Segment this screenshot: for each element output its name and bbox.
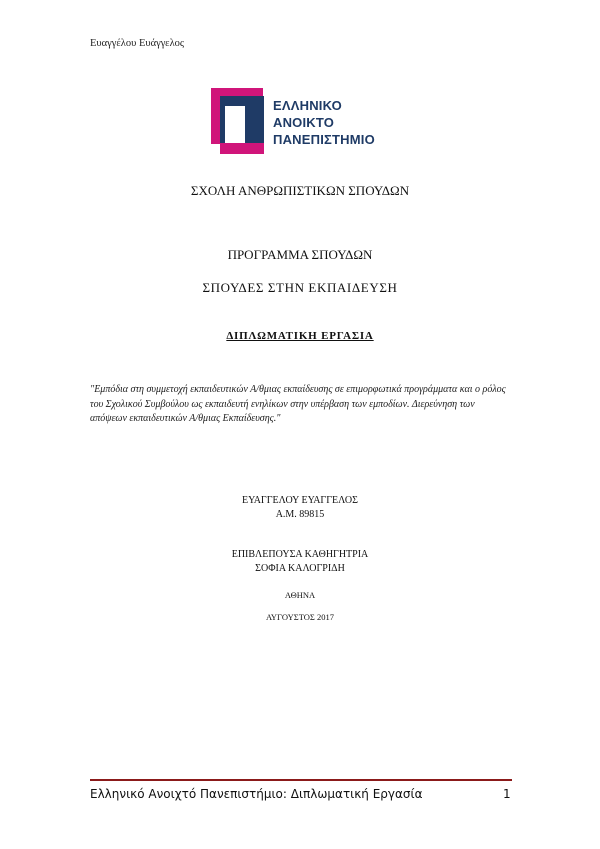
studies-heading: ΣΠΟΥΔΕΣ ΣΤΗΝ ΕΚΠΑΙΔΕΥΣΗ	[202, 280, 398, 295]
footer-text: Ελληνικό Ανοιχτό Πανεπιστήμιο: Διπλωματική Εργασία	[90, 787, 423, 801]
student-id: Α.Μ. 89815	[275, 509, 325, 520]
supervisor-name: ΣΟΦΙΑ ΚΑΛΟΓΡΙΔΗ	[255, 563, 345, 574]
logo-line-3: ΠΑΝΕΠΙΣΤΗΜΙΟ	[273, 132, 375, 147]
running-header-author: Ευαγγέλου Ευάγγελος	[90, 38, 185, 49]
logo-wordmark	[273, 97, 375, 148]
city: ΑΘΗΝΑ	[284, 590, 316, 600]
logo-emblem-icon	[211, 88, 273, 154]
page-number: 1	[503, 787, 511, 801]
thesis-label: ΔΙΠΛΩΜΑΤΙΚΗ ΕΡΓΑΣΙΑ	[226, 330, 374, 342]
logo-line-2: ΑΝΟΙΚΤΟ	[273, 115, 335, 130]
university-logo	[211, 88, 391, 154]
school-name: ΣΧΟΛΗ ΑΝΘΡΩΠΙΣΤΙΚΩΝ ΣΠΟΥΔΩΝ	[190, 183, 410, 198]
supervisor-title: ΕΠΙΒΛΕΠΟΥΣΑ ΚΑΘΗΓΗΤΡΙΑ	[231, 549, 369, 560]
logo-line-1: ΕΛΛΗΝΙΚΟ	[273, 98, 342, 113]
footer-divider	[90, 779, 512, 781]
author-name: ΕΥΑΓΓΕΛΟΥ ΕΥΑΓΓΕΛΟΣ	[242, 495, 358, 506]
submission-date: ΑΥΓΟΥΣΤΟΣ 2017	[266, 612, 334, 622]
thesis-title: "Εμπόδια στη συμμετοχή εκπαιδευτικών Α/θμιας εκπαίδευσης σε επιμορφωτικά προγράμματα και ο ρόλος του Σχολικού Συμβούλου ως εκπαιδευτή ενηλίκων στην υπέρβαση των εμποδίων. Διερεύνηση των απόψεων εκπαιδευτικών Α/θμιας Εκπαίδευσης."	[90, 384, 506, 424]
program-heading: ΠΡΟΓΡΑΜΜΑ ΣΠΟΥΔΩΝ	[227, 247, 373, 262]
